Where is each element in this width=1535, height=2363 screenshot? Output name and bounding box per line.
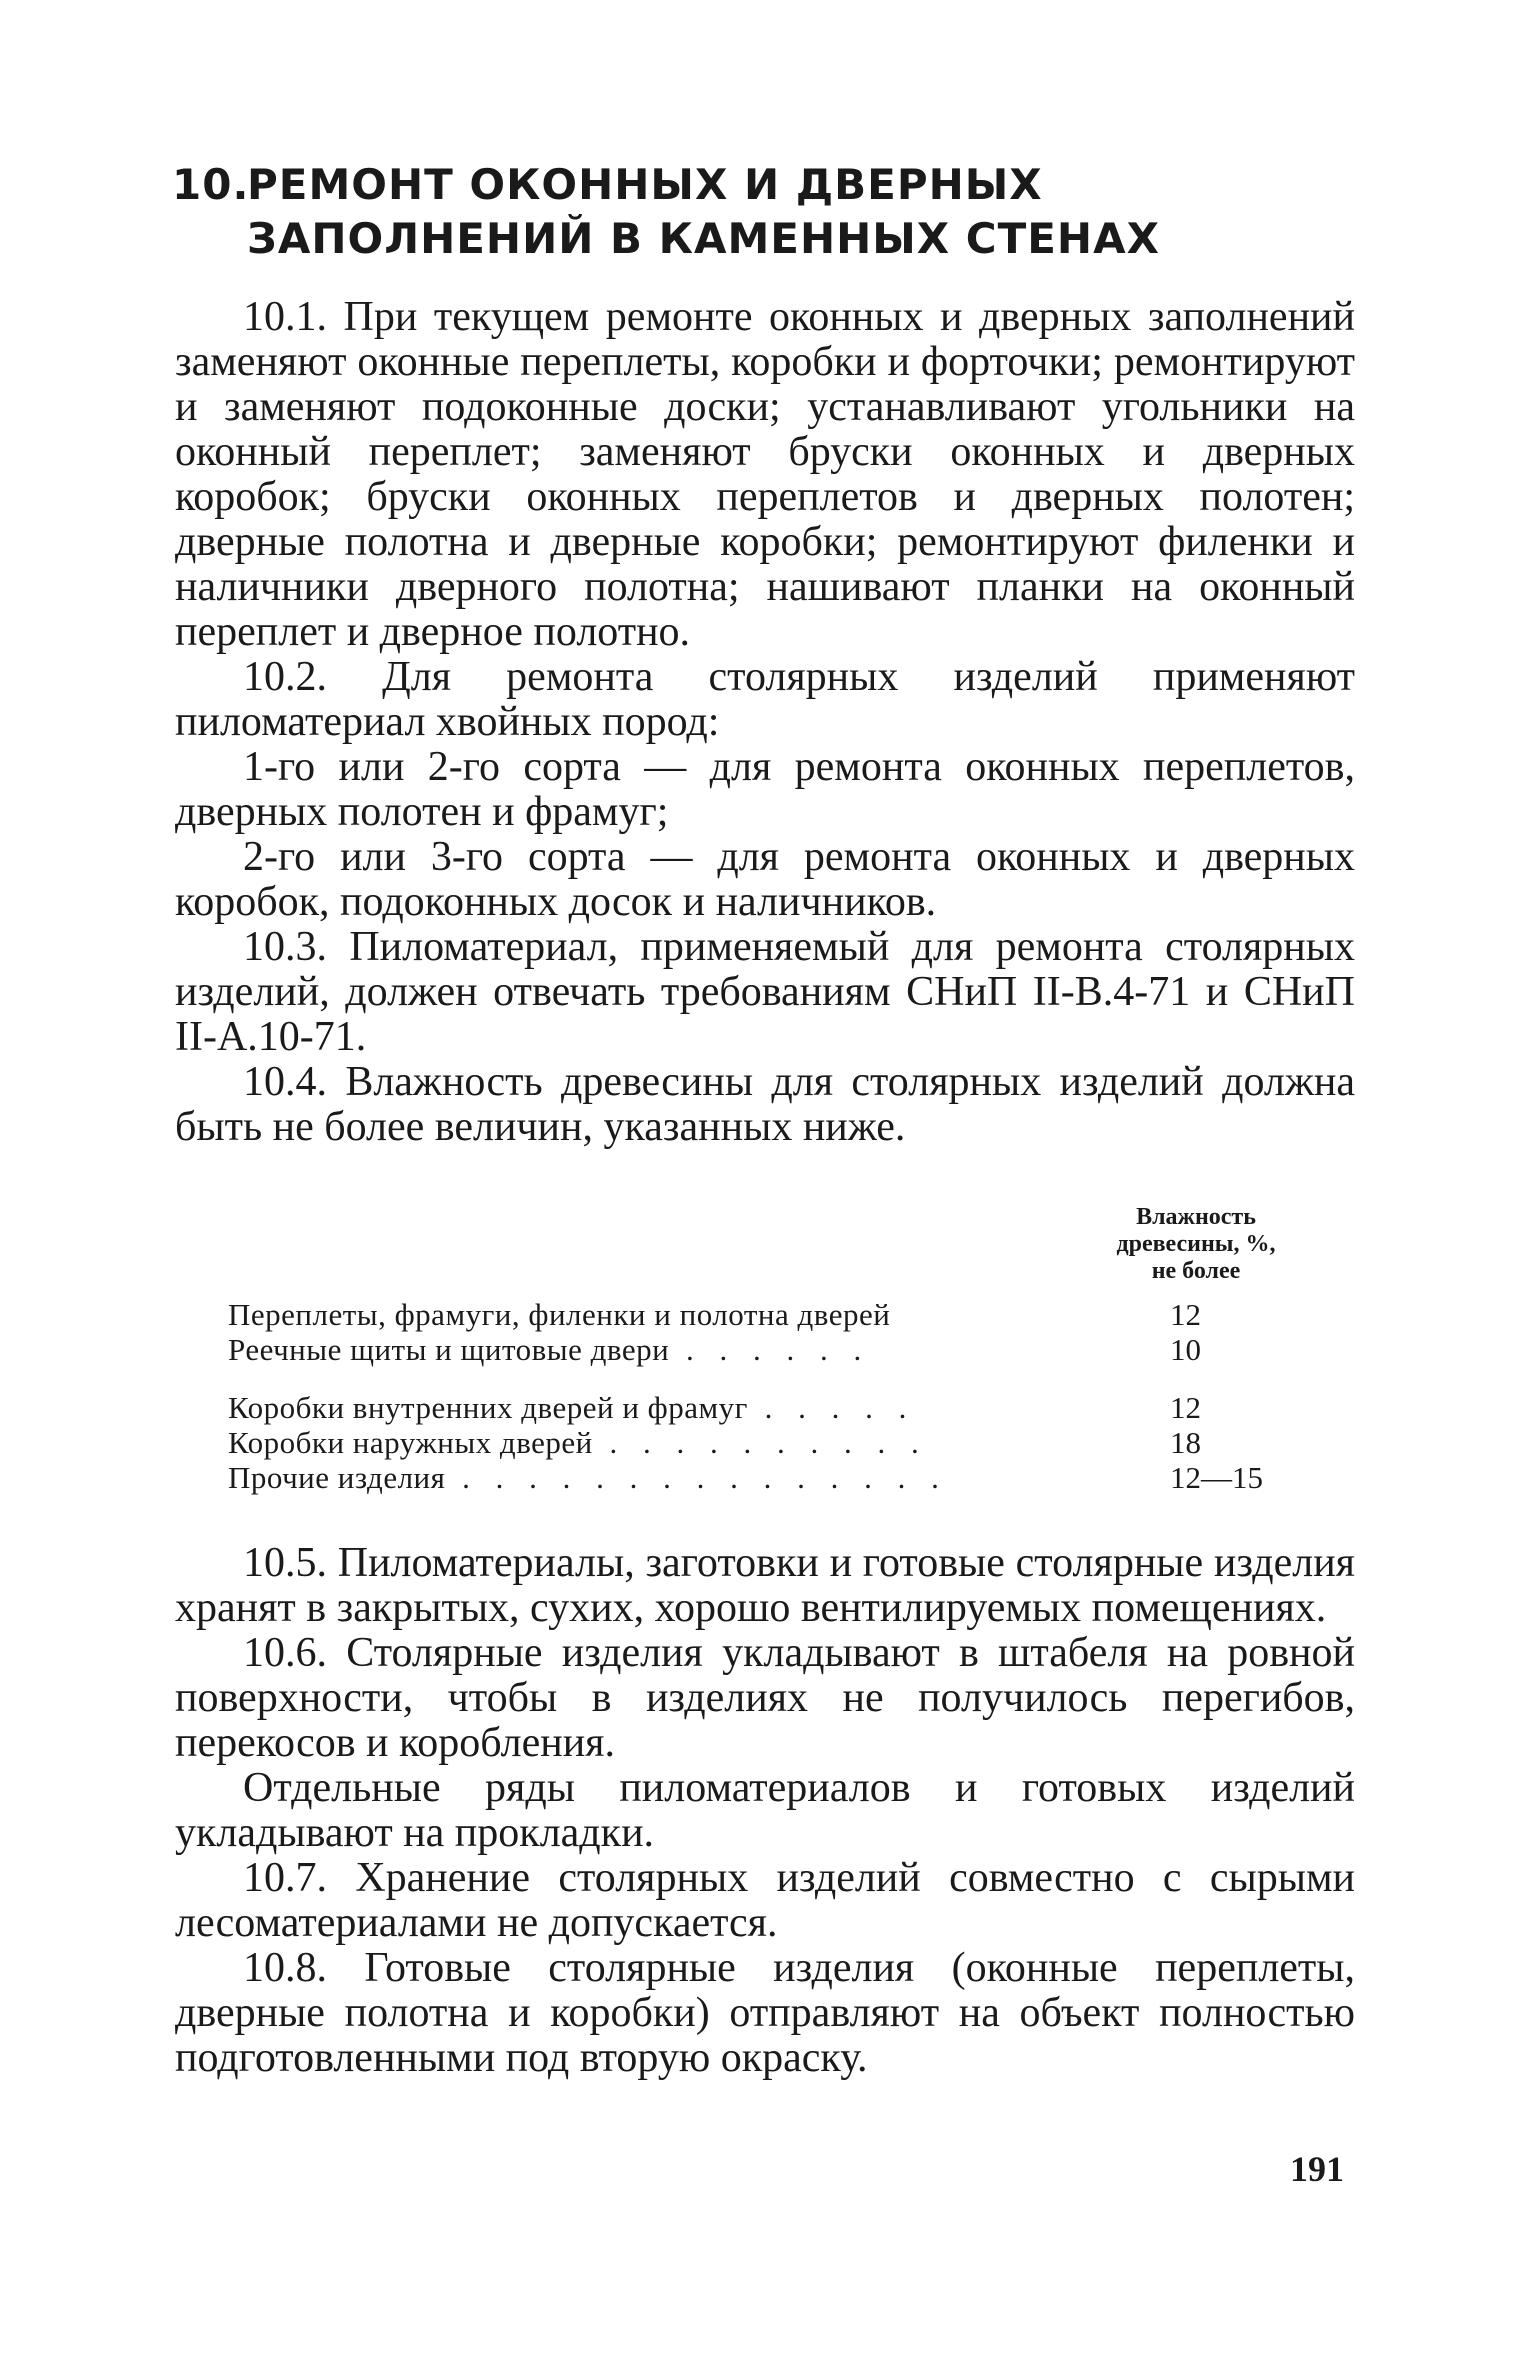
row-label: Коробки наружных дверей . . . . . . . . . . [228, 1425, 928, 1460]
paragraph-10-4: 10.4. Влажность древесины для столярных изделий должна быть не более величин, указанных ниже. [175, 1059, 1355, 1150]
paragraph-grade-1-2: 1-го или 2-го сорта — для ремонта оконных переплетов, дверных полотен и фрамуг; [175, 744, 1355, 835]
paragraph-10-8: 10.8. Готовые столярные изделия (оконные переплеты, дверные полотна и коробки) отправляют на объект полностью подготовленными под вторую окраску. [175, 1945, 1355, 2081]
row-value: 12 [1170, 1390, 1201, 1425]
paragraph-separate-rows: Отдельные ряды пиломатериалов и готовых изделий укладывают на прокладки. [175, 1765, 1355, 1856]
section-number: 10. [172, 160, 250, 209]
table-row [228, 1332, 1288, 1368]
header-line-3: не более [1151, 1258, 1241, 1284]
page-number: 191 [1290, 2149, 1344, 2189]
section-title-line-1: РЕМОНТ ОКОННЫХ И ДВЕРНЫХ [247, 160, 1043, 209]
section-heading [172, 158, 1372, 266]
table-row [228, 1460, 1288, 1496]
table-row [228, 1425, 1288, 1461]
body-text-before-table [175, 295, 1355, 1150]
table-row [228, 1297, 1288, 1333]
header-line-2: древесины, %, [1116, 1231, 1276, 1257]
paragraph-10-6: 10.6. Столярные изделия укладывают в штабеля на ровной поверхности, чтобы в изделиях не получилось перегибов, перекосов и коробления. [175, 1630, 1355, 1766]
paragraph-10-5: 10.5. Пиломатериалы, заготовки и готовые столярные изделия хранят в закрытых, сухих, хорошо вентилируемых помещениях. [175, 1540, 1355, 1631]
table-row [228, 1390, 1288, 1426]
row-value: 18 [1170, 1425, 1201, 1460]
table-column-header [1096, 1204, 1296, 1285]
header-line-1: Влажность [1136, 1204, 1256, 1230]
body-text-after-table [175, 1541, 1355, 2081]
paragraph-10-1: 10.1. При текущем ремонте оконных и дверных заполнений заменяют оконные переплеты, коробки и форточки; ремонтируют и заменяют подоконные доски; устанавливают угольники на оконный переплет; заменяют бруски оконных и дверных коробок; бруски оконных переплетов и дверных полотен; дверные полотна и дверные коробки; ремонтируют филенки и наличники дверного полотна; нашивают планки на оконный переплет и дверное полотно. [175, 294, 1355, 655]
row-label: Реечные щиты и щитовые двери . . . . . . [228, 1332, 871, 1367]
paragraph-10-2: 10.2. Для ремонта столярных изделий применяют пиломатериал хвойных пород: [175, 654, 1355, 745]
section-title-line-2: ЗАПОЛНЕНИЙ В КАМЕННЫХ СТЕНАХ [247, 214, 1160, 263]
row-label: Прочие изделия . . . . . . . . . . . . . . . [228, 1460, 948, 1495]
row-value: 12 [1170, 1297, 1201, 1332]
row-label: Переплеты, фрамуги, филенки и полотна дверей [228, 1297, 891, 1332]
row-value: 10 [1170, 1332, 1201, 1367]
paragraph-10-7: 10.7. Хранение столярных изделий совместно с сырыми лесоматериалами не допускается. [175, 1855, 1355, 1946]
paragraph-grade-2-3: 2-го или 3-го сорта — для ремонта оконных и дверных коробок, подоконных досок и наличников. [175, 834, 1355, 925]
paragraph-10-3: 10.3. Пиломатериал, применяемый для ремонта столярных изделий, должен отвечать требованиям СНиП II-В.4-71 и СНиП II-А.10-71. [175, 924, 1355, 1060]
row-value: 12—15 [1170, 1460, 1263, 1495]
row-label: Коробки внутренних дверей и фрамуг . . . . . [228, 1390, 916, 1425]
